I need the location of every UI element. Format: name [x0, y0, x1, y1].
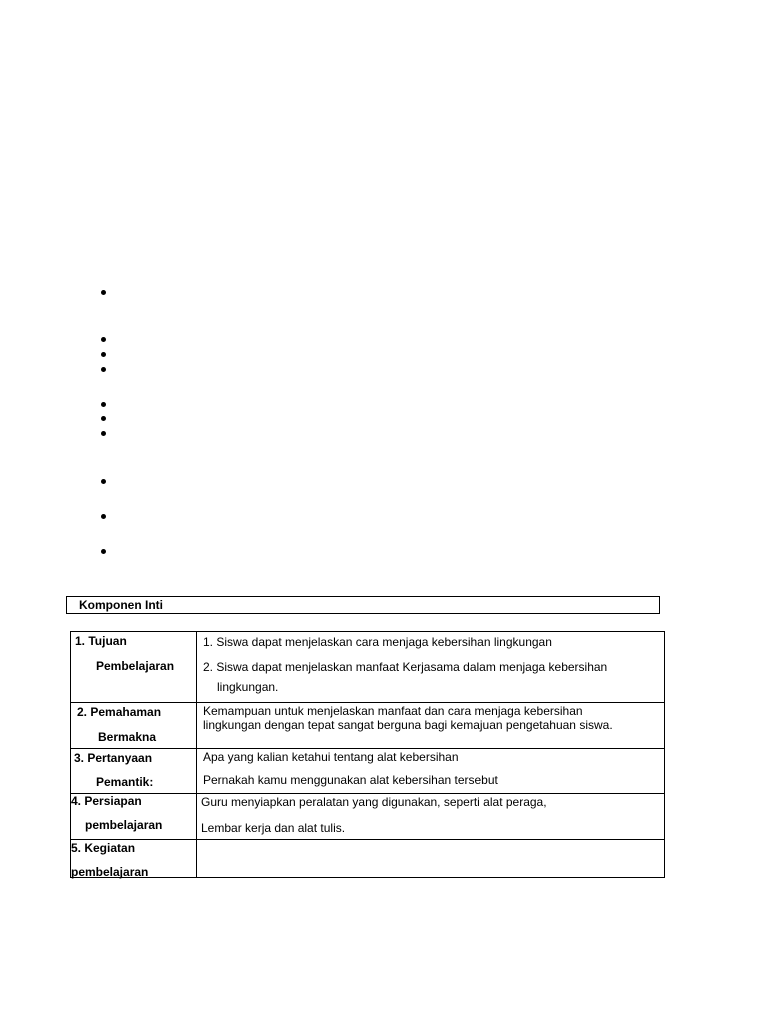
row-label-cell: [71, 840, 197, 877]
row-content-cell: [197, 703, 664, 748]
table-row: [71, 839, 664, 877]
table-row: [71, 632, 664, 702]
row-label-line1: 3. Pertanyaan: [74, 751, 153, 765]
section-title-box: [66, 596, 660, 614]
row-label-cell: [71, 632, 197, 702]
row-label-line1: 1. Tujuan: [75, 634, 127, 648]
row-label-line2: pembelajaran: [71, 865, 149, 879]
row-label-line1: 5. Kegiatan: [71, 841, 136, 855]
table-row: [71, 748, 664, 793]
row-content-cell: [197, 840, 664, 877]
row-label-line1: 4. Persiapan: [71, 794, 142, 808]
row-label-line2: pembelajaran: [85, 818, 163, 832]
list-bullet: [101, 514, 106, 519]
content-line: Lembar kerja dan alat tulis.: [201, 821, 346, 835]
row-label-cell: [71, 794, 197, 839]
list-bullet: [101, 479, 106, 484]
content-line: Pernakah kamu menggunakan alat kebersihan tersebut: [203, 773, 498, 787]
row-content-cell: [197, 632, 664, 702]
table-row: [71, 702, 664, 748]
list-bullet: [101, 290, 106, 295]
row-content-cell: [197, 749, 664, 793]
list-bullet: [101, 352, 106, 357]
row-label-cell: [71, 749, 197, 793]
list-bullet: [101, 416, 106, 421]
row-label-line2: Pemantik:: [96, 775, 154, 789]
table-row: [71, 793, 664, 839]
row-label-line2: Bermakna: [98, 730, 157, 744]
row-label-line2: Pembelajaran: [96, 659, 175, 673]
content-line: lingkungan.: [217, 680, 279, 694]
row-label-line1: 2. Pemahaman: [77, 705, 162, 719]
section-title: Komponen Inti: [79, 598, 163, 612]
content-line: Kemampuan untuk menjelaskan manfaat dan cara menjaga kebersihan: [203, 704, 583, 718]
content-line: lingkungan dengan tepat sangat berguna bagi kemajuan pengetahuan siswa.: [203, 718, 613, 732]
content-line: Guru menyiapkan peralatan yang digunakan, seperti alat peraga,: [201, 795, 547, 809]
content-line: 1. Siswa dapat menjelaskan cara menjaga kebersihan lingkungan: [203, 635, 552, 649]
list-bullet: [101, 431, 106, 436]
list-bullet: [101, 367, 106, 372]
component-table: [70, 631, 665, 878]
row-label-cell: [71, 703, 197, 748]
list-bullet: [101, 549, 106, 554]
list-bullet: [101, 337, 106, 342]
content-line: 2. Siswa dapat menjelaskan manfaat Kerjasama dalam menjaga kebersihan: [203, 660, 608, 674]
list-bullet: [101, 402, 106, 407]
row-content-cell: [197, 794, 664, 839]
content-line: Apa yang kalian ketahui tentang alat kebersihan: [203, 750, 459, 764]
